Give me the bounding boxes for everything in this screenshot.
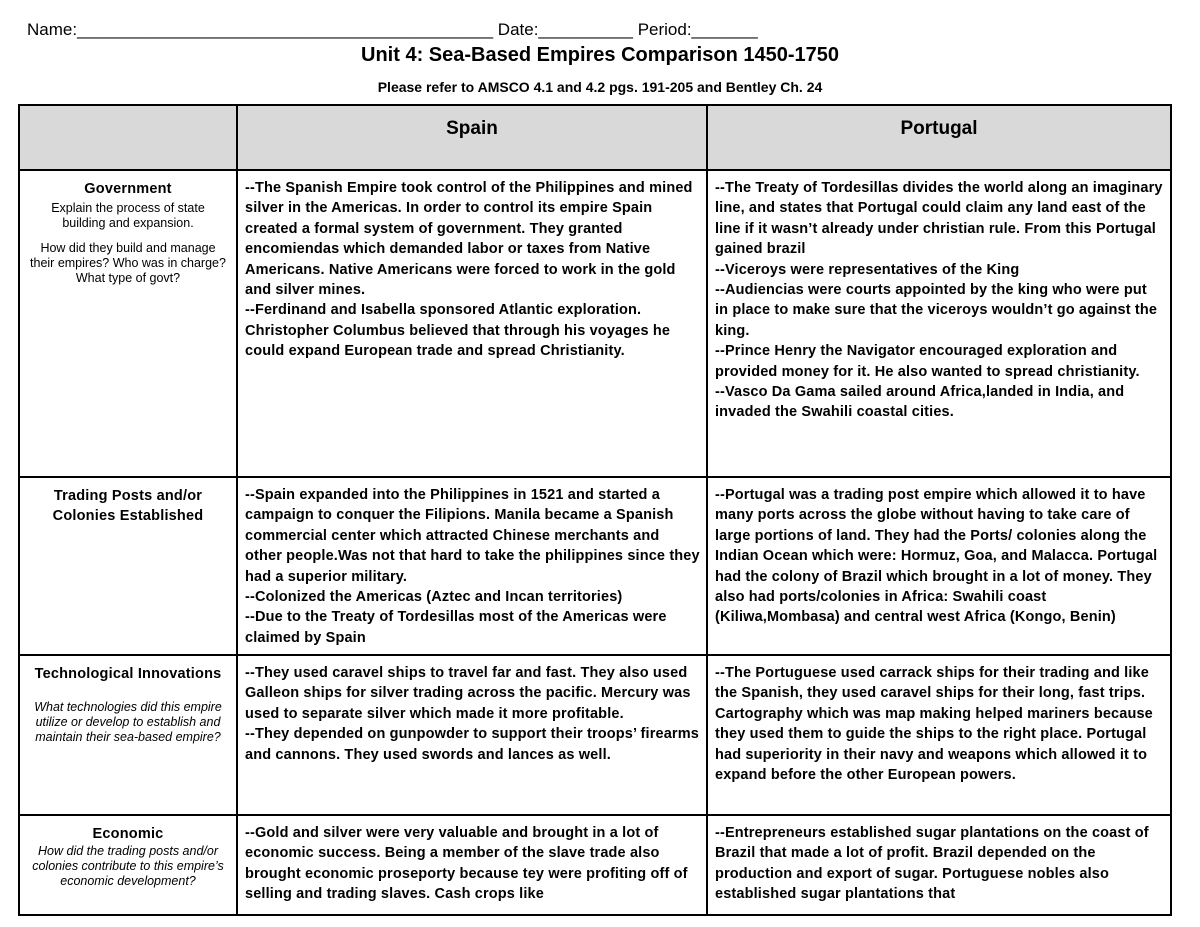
table-row-trading-posts — [19, 477, 1171, 655]
cell-paragraph: --The Portuguese used carrack ships for their trading and like the Spanish, they used caravel ships for their long, fast trips. Cartography which was map making helped mariners because they used them to guide the ships to the right place. Portugal had superiority in their navy and weapons which allowed it to expand before the other European powers. — [715, 665, 1153, 784]
cell-technological-spain — [237, 655, 707, 815]
row-prompt: How did they build and manage their empires? Who was in charge? What type of govt? — [30, 241, 226, 285]
page-subtitle: Please refer to AMSCO 4.1 and 4.2 pgs. 191-205 and Bentley Ch. 24 — [377, 79, 823, 95]
cell-paragraph: --Portugal was a trading post empire which allowed it to have many ports across the globe without having to take care of large portions of land. They had the Ports/ colonies along the Indian Ocean which were: Hormuz, Goa, and Malacca. Portugal had the colony of Brazil which brought in a lot of money. They also had ports/colonies in Africa: Swahili coast (Kiliwa,Mombasa) and central west Africa (Kongo, Benin) — [715, 487, 1158, 626]
name-date-period-line: Name:____________________________________________ Date:__________ Period:_______ — [27, 20, 758, 39]
cell-government-portugal — [707, 170, 1171, 477]
row-title: Trading Posts and/or Colonies Established — [52, 488, 204, 524]
cell-paragraph: --Due to the Treaty of Tordesillas most of the Americas were claimed by Spain — [245, 609, 667, 646]
row-header-technological — [19, 655, 237, 815]
row-title: Government — [84, 181, 172, 197]
table-row-economic — [19, 815, 1171, 915]
cell-trading-portugal — [707, 477, 1171, 655]
cell-paragraph: --Viceroys were representatives of the King — [715, 261, 1020, 278]
cell-paragraph: --The Spanish Empire took control of the Philippines and mined silver in the Americas. In order to control its empire Spain created a formal system of government. They granted encomiendas which demanded labor or taxes from Native Americans. Native Americans were forced to work in the gold and silver mines. — [245, 180, 693, 299]
cell-trading-spain — [237, 477, 707, 655]
row-header-trading-posts — [19, 477, 237, 655]
row-title: Technological Innovations — [34, 666, 222, 682]
comparison-table — [18, 104, 1172, 916]
column-header-spain: Spain — [237, 105, 707, 170]
page-title: Unit 4: Sea-Based Empires Comparison 1450-1750 — [361, 44, 839, 66]
cell-paragraph: --Spain expanded into the Philippines in 1521 and started a campaign to conquer the Filipions. Manila became a Spanish commercial center which attracted Chinese merchants and other people.Was not that hard to take the philippines since they had a superior military. — [245, 487, 700, 585]
cell-paragraph: --Vasco Da Gama sailed around Africa,landed in India, and invaded the Swahili coastal cities. — [715, 384, 1125, 421]
cell-government-spain — [237, 170, 707, 477]
column-header-portugal: Portugal — [707, 105, 1171, 170]
cell-paragraph: --They used caravel ships to travel far and fast. They also used Galleon ships for silver trading across the pacific. Mercury was used to separate silver which made it more profitable. — [245, 665, 691, 722]
table-row-government — [19, 170, 1171, 477]
cell-technological-portugal — [707, 655, 1171, 815]
table-header-row — [19, 105, 1171, 170]
cell-paragraph: --Entrepreneurs established sugar plantations on the coast of Brazil that made a lot of profit. Brazil depended on the production and export of sugar. Portuguese nobles also established sugar plantations that — [715, 825, 1149, 903]
row-header-government — [19, 170, 237, 477]
header-blank-cell — [19, 105, 237, 170]
row-title: Economic — [92, 826, 164, 842]
table-row-technological — [19, 655, 1171, 815]
cell-paragraph: --Audiencias were courts appointed by the king who were put in place to make sure that the viceroys wouldn’t go against the king. — [715, 282, 1158, 339]
row-prompt: Explain the process of state building and expansion. — [51, 201, 205, 230]
cell-economic-portugal — [707, 815, 1171, 915]
cell-paragraph: --The Treaty of Tordesillas divides the world along an imaginary line, and states that Portugal could claim any land east of the line if it wasn’t already under christian rule. From this Portugal gained brazil — [715, 180, 1163, 258]
row-header-economic — [19, 815, 237, 915]
cell-paragraph: --Ferdinand and Isabella sponsored Atlantic exploration. Christopher Columbus believed that through his voyages he could expand European trade and spread Christianity. — [245, 302, 671, 360]
row-prompt: How did the trading posts and/or colonies contribute to this empire’s economic development? — [32, 844, 224, 888]
cell-paragraph: --They depended on gunpowder to support their troops’ firearms and cannons. They used swords and lances as well. — [245, 726, 699, 763]
cell-paragraph: --Colonized the Americas (Aztec and Incan territories) — [245, 589, 623, 606]
cell-paragraph: --Prince Henry the Navigator encouraged exploration and provided money for it. He also wanted to spread christianity. — [715, 343, 1140, 380]
row-prompt: What technologies did this empire utilize or develop to establish and maintain their sea-based empire? — [34, 700, 222, 744]
cell-economic-spain — [237, 815, 707, 915]
cell-paragraph: --Gold and silver were very valuable and brought in a lot of economic success. Being a member of the slave trade also brought economic proseporty because tey were profiting off of selling and trading slaves. Cash crops like — [245, 825, 688, 903]
